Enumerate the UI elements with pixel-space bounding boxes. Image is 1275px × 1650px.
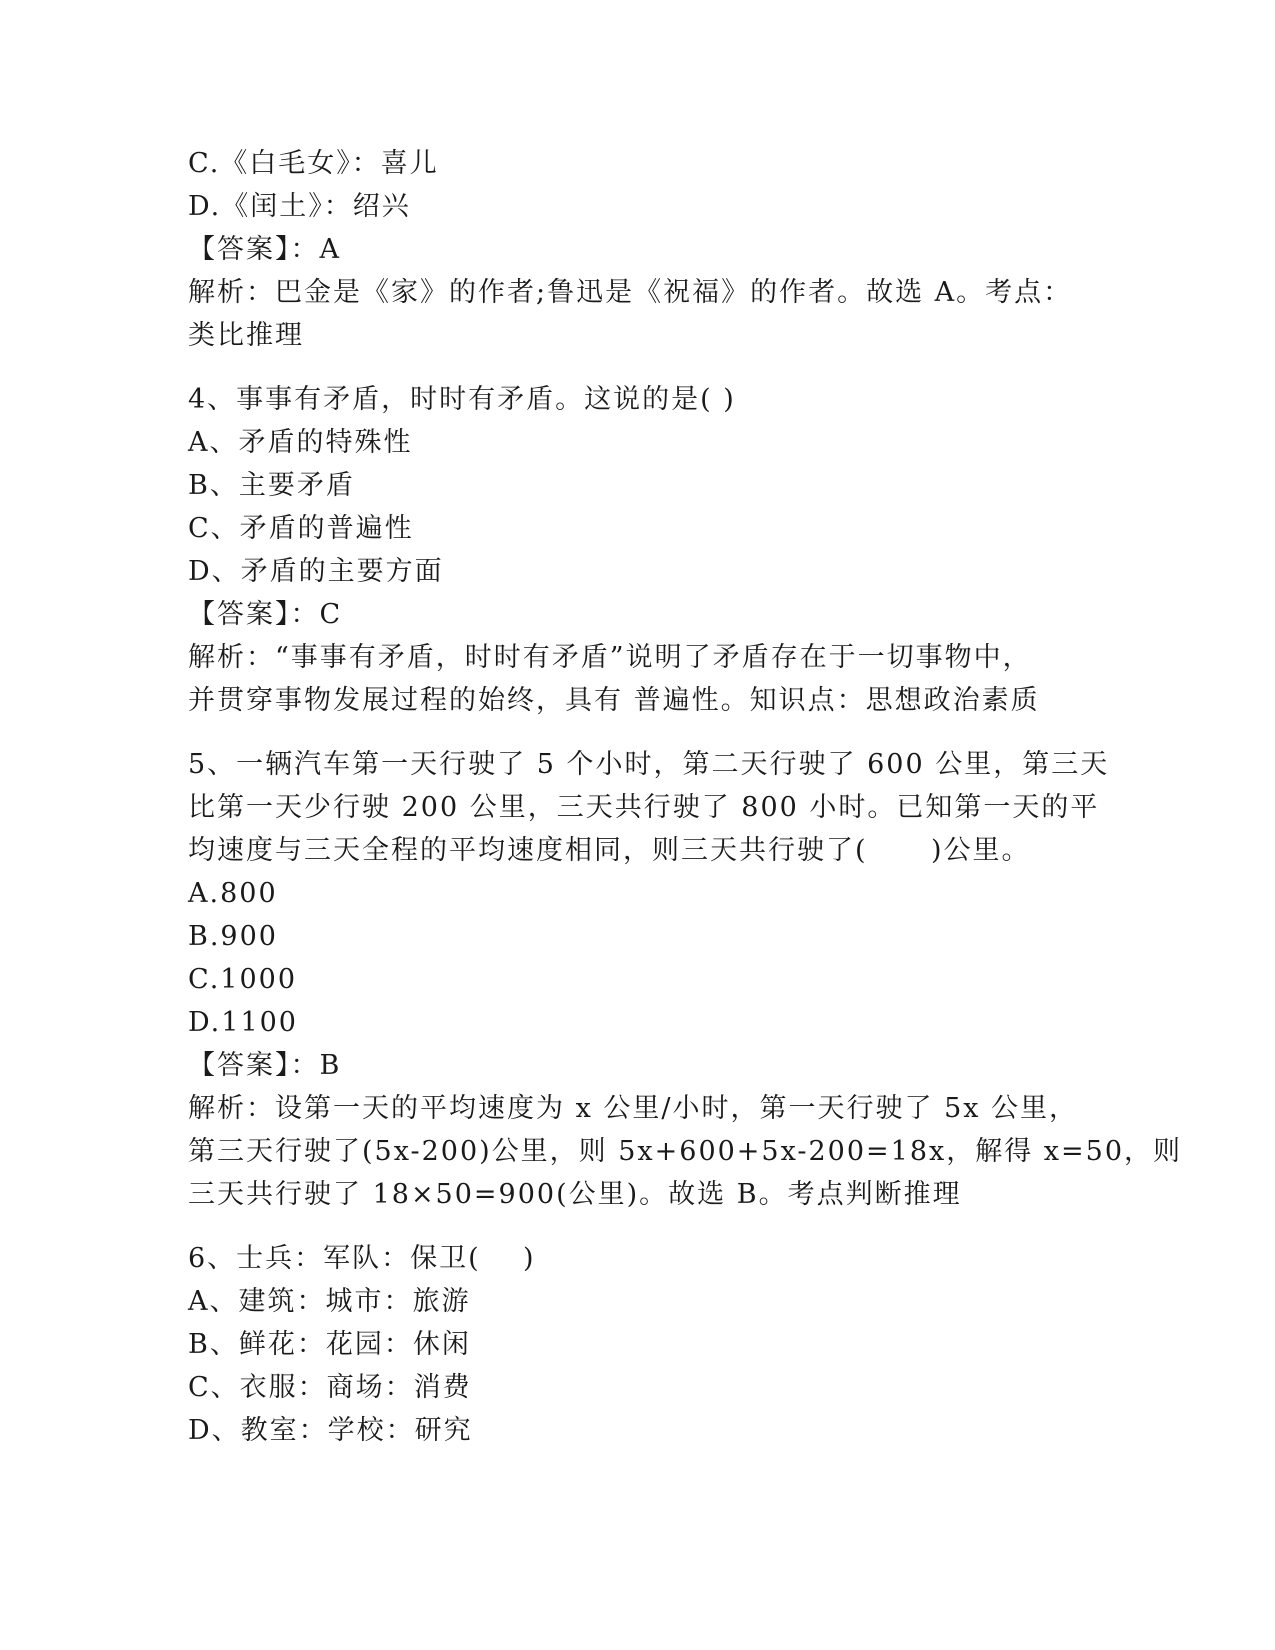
q5-option-d: D.1100 xyxy=(188,1007,298,1038)
q4-analysis-line-2: 并贯穿事物发展过程的始终，具有 普遍性。知识点：思想政治素质 xyxy=(188,685,1040,716)
q4-answer: 【答案】：C xyxy=(188,599,343,630)
q5-option-c: C.1000 xyxy=(188,964,297,995)
q5-option-a: A.800 xyxy=(188,878,278,909)
q5-option-b: B.900 xyxy=(188,921,278,952)
q3-analysis-line-1: 解析：巴金是《家》的作者;鲁迅是《祝福》的作者。故选 A。考点： xyxy=(188,277,1073,308)
q5-question-line-2: 比第一天少行驶 200 公里，三天共行驶了 800 小时。已知第一天的平 xyxy=(188,792,1100,823)
q3-analysis-line-2: 类比推理 xyxy=(188,320,304,351)
q4-option-c: C、矛盾的普遍性 xyxy=(188,513,414,544)
q4-option-a: A、矛盾的特殊性 xyxy=(188,427,413,458)
q4-analysis-line-1: 解析：“事事有矛盾，时时有矛盾”说明了矛盾存在于一切事物中， xyxy=(188,642,1032,673)
q3-option-d: D.《闰土》：绍兴 xyxy=(188,191,411,222)
q3-answer: 【答案】：A xyxy=(188,234,341,265)
q5-analysis-line-3: 三天共行驶了 18×50=900(公里)。故选 B。考点判断推理 xyxy=(188,1179,962,1210)
document-page xyxy=(188,142,1183,1452)
spacer xyxy=(188,357,1088,378)
q5-question-line-3: 均速度与三天全程的平均速度相同，则三天共行驶了( )公里。 xyxy=(188,835,1031,866)
q5-analysis-line-2: 第三天行驶了(5x-200)公里，则 5x+600+5x-200=18x，解得 x=50，则 xyxy=(188,1136,1183,1167)
q5-analysis-line-1: 解析：设第一天的平均速度为 x 公里/小时，第一天行驶了 5x 公里， xyxy=(188,1093,1079,1124)
q6-option-b: B、鲜花：花园：休闲 xyxy=(188,1329,471,1360)
q6-option-d: D、教室：学校：研究 xyxy=(188,1415,473,1446)
q4-option-d: D、矛盾的主要方面 xyxy=(188,556,444,587)
q6-option-a: A、建筑：城市：旅游 xyxy=(188,1286,471,1317)
spacer xyxy=(188,1216,1088,1237)
q3-option-c: C.《白毛女》：喜儿 xyxy=(188,148,439,179)
spacer xyxy=(188,722,1088,743)
q6-question: 6、士兵：军队：保卫( ) xyxy=(188,1243,536,1274)
q5-question-line-1: 5、一辆汽车第一天行驶了 5 个小时，第二天行驶了 600 公里，第三天 xyxy=(188,749,1110,780)
q6-option-c: C、衣服：商场：消费 xyxy=(188,1372,472,1403)
q4-option-b: B、主要矛盾 xyxy=(188,470,355,501)
q5-answer: 【答案】：B xyxy=(188,1050,342,1081)
q4-question: 4、事事有矛盾，时时有矛盾。这说的是( ) xyxy=(188,384,736,415)
